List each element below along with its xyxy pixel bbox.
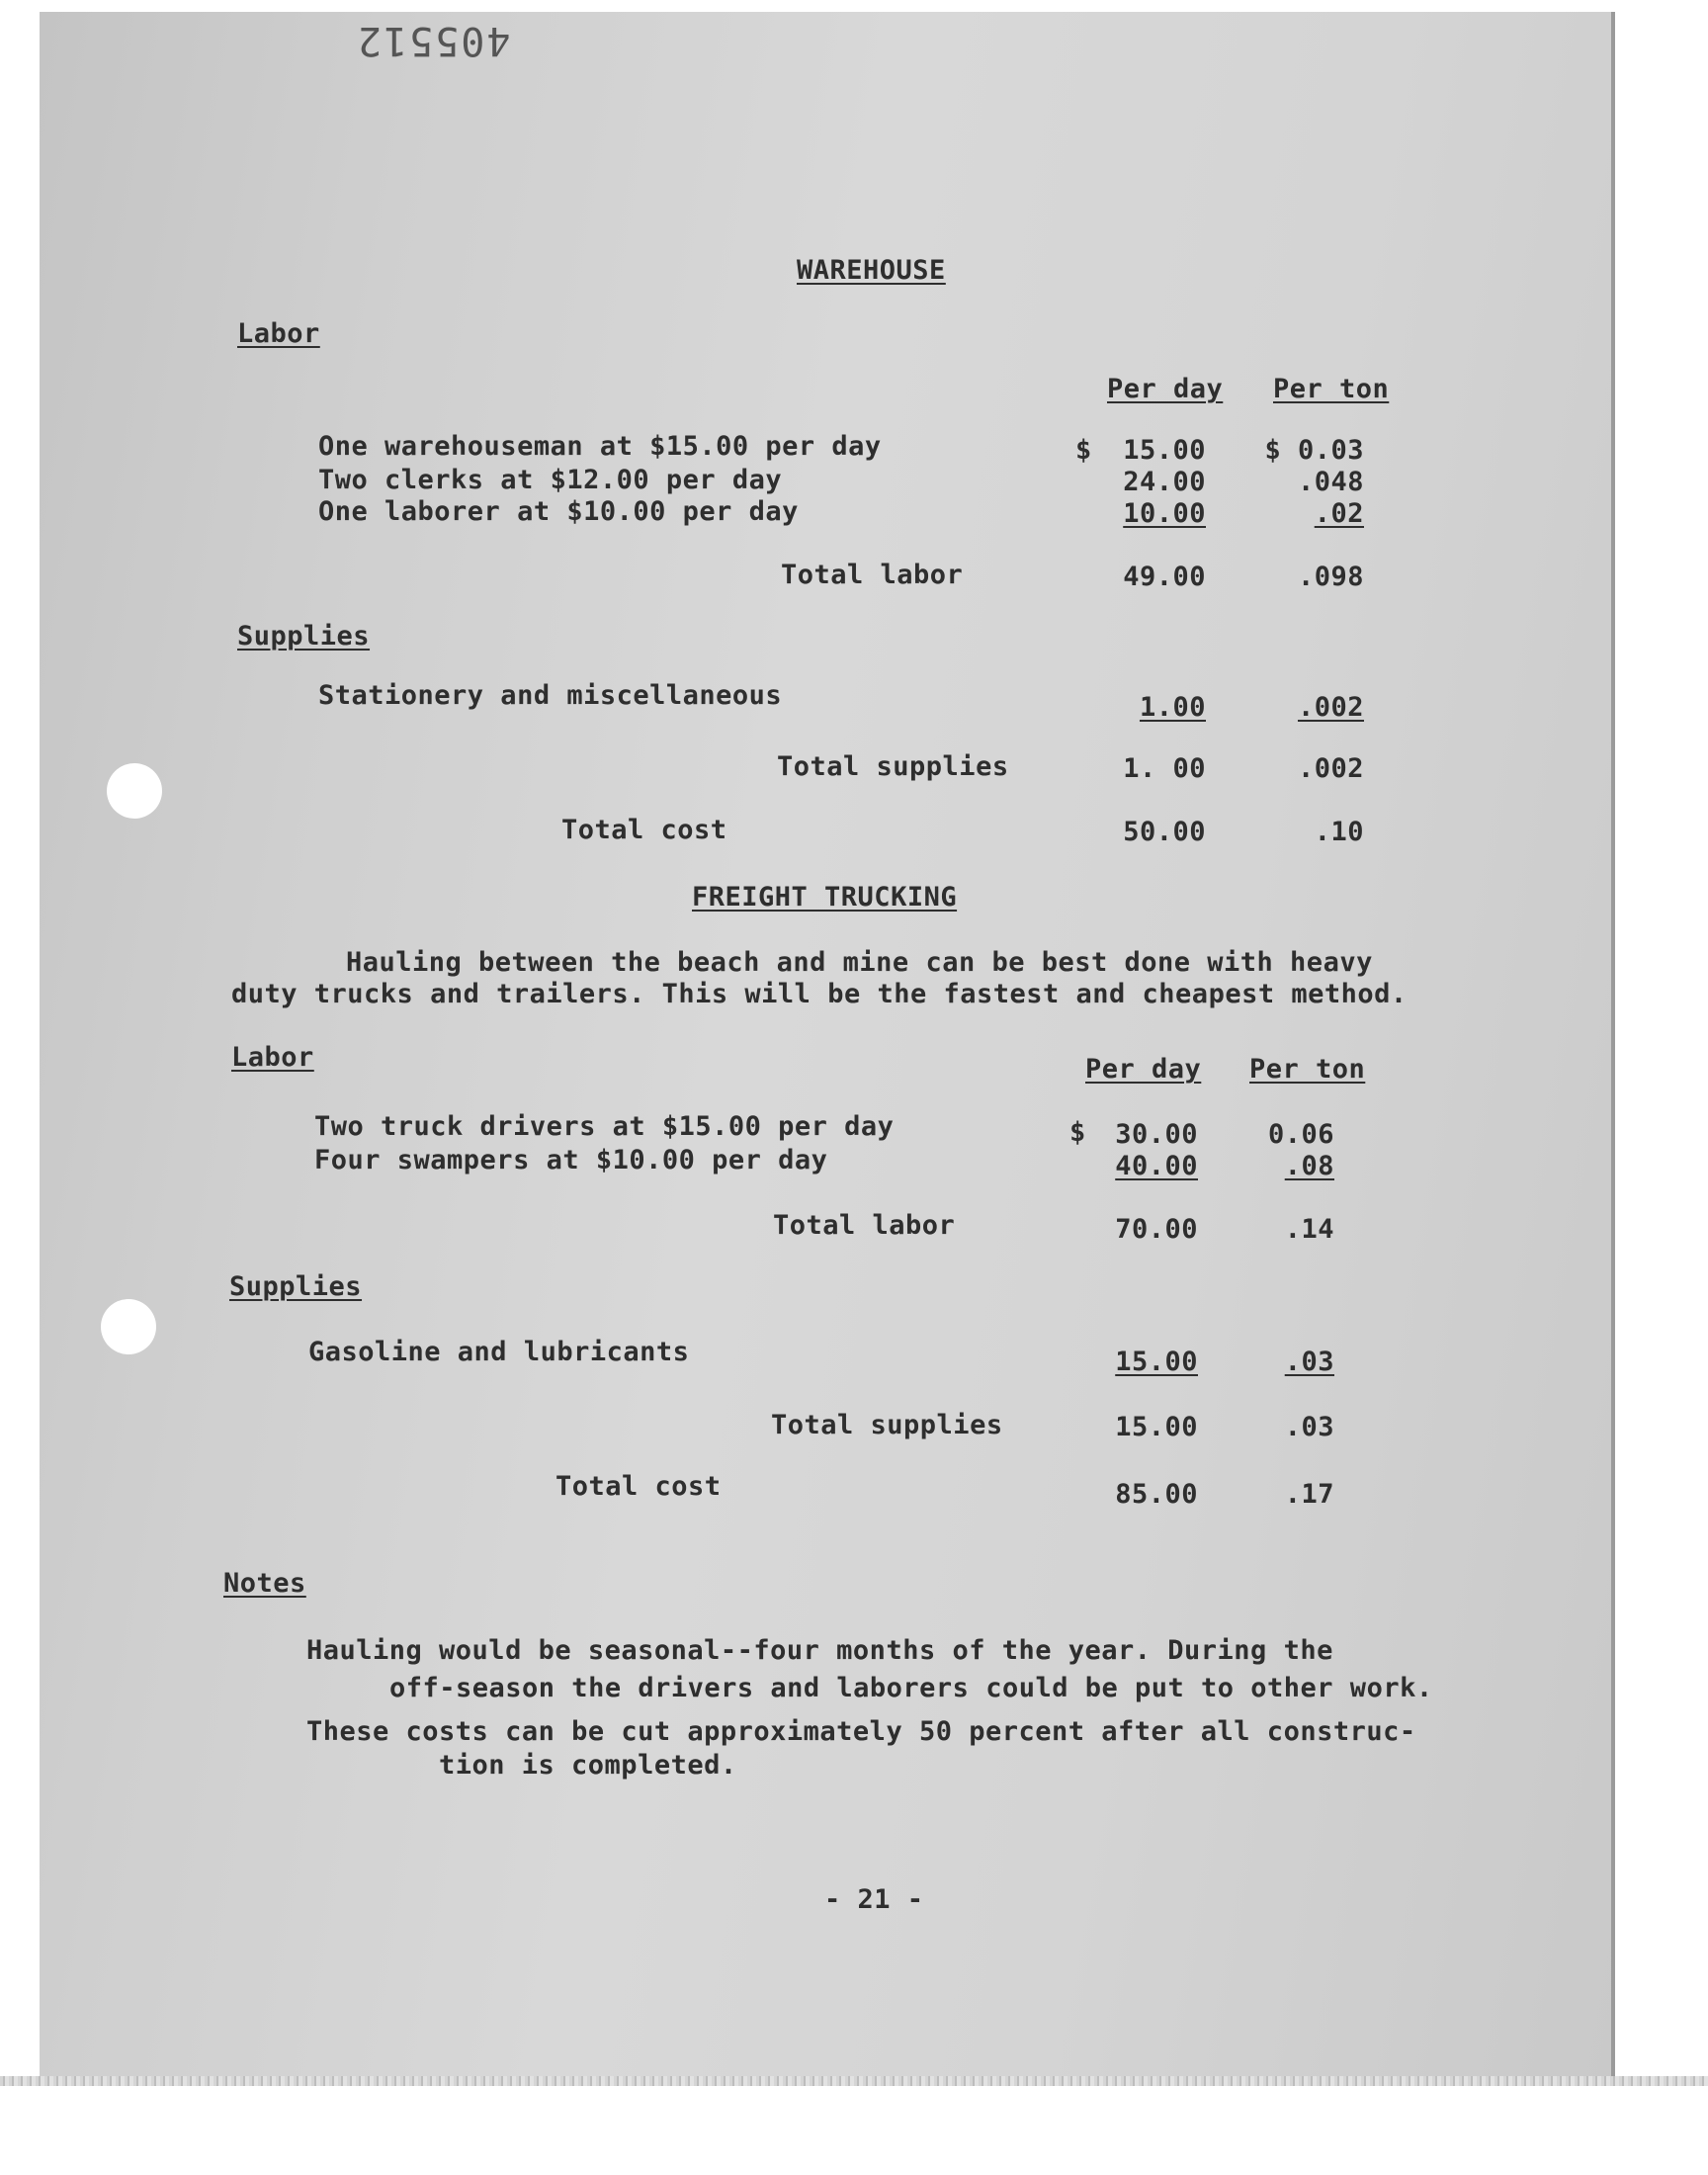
warehouse-total-supplies-label: Total supplies: [777, 751, 1009, 782]
warehouse-total-cost-label: Total cost: [561, 815, 727, 845]
note-2-line-2: tion is completed.: [439, 1750, 737, 1781]
freight-total-labor-per-day: 70.00: [1115, 1214, 1198, 1245]
freight-total-supplies-label: Total supplies: [771, 1410, 1003, 1440]
freight-title: FREIGHT TRUCKING: [692, 882, 958, 913]
warehouse-supplies-item-per-day: 1.00: [1139, 692, 1206, 723]
freight-labor-item-1-prefix: $: [1069, 1117, 1086, 1148]
warehouse-labor-item-1: One warehouseman at $15.00 per day: [318, 431, 882, 462]
scan-edge: [0, 2076, 1708, 2086]
freight-total-labor-label: Total labor: [773, 1210, 956, 1241]
warehouse-supplies-item: Stationery and miscellaneous: [318, 680, 783, 711]
warehouse-total-labor-per-ton: .098: [1297, 562, 1364, 592]
freight-intro-line-1: Hauling between the beach and mine can be best done with heavy: [346, 947, 1373, 978]
freight-labor-item-2: Four swampers at $10.00 per day: [314, 1145, 828, 1175]
warehouse-total-supplies-per-day: 1. 00: [1123, 753, 1206, 784]
warehouse-labor-item-1-per-ton: $ 0.03: [1264, 435, 1364, 466]
freight-labor-item-2-per-day: 40.00: [1115, 1151, 1198, 1181]
warehouse-labor-item-3-per-day: 10.00: [1123, 498, 1206, 529]
warehouse-total-labor-label: Total labor: [781, 560, 964, 590]
note-2-line-1: These costs can be cut approximately 50 percent after all construc-: [306, 1716, 1416, 1747]
freight-supplies-heading: Supplies: [229, 1271, 363, 1302]
warehouse-labor-item-3: One laborer at $10.00 per day: [318, 496, 799, 527]
warehouse-col-per-day: Per day: [1107, 374, 1224, 404]
warehouse-labor-item-2-per-ton: .048: [1297, 467, 1364, 497]
warehouse-total-cost-per-day: 50.00: [1123, 817, 1206, 847]
stamp-number: 405512: [356, 18, 511, 63]
freight-total-supplies-per-day: 15.00: [1115, 1412, 1198, 1442]
freight-total-cost-per-day: 85.00: [1115, 1479, 1198, 1510]
page-number: - 21 -: [824, 1884, 924, 1915]
warehouse-labor-item-3-per-ton: .02: [1314, 498, 1364, 529]
freight-labor-item-1-per-ton: 0.06: [1267, 1119, 1334, 1150]
warehouse-supplies-heading: Supplies: [237, 621, 371, 652]
freight-supplies-item: Gasoline and lubricants: [308, 1337, 690, 1367]
warehouse-total-labor-per-day: 49.00: [1123, 562, 1206, 592]
freight-total-cost-label: Total cost: [555, 1471, 722, 1502]
punch-hole-top: [107, 763, 162, 819]
freight-total-cost-per-ton: .17: [1284, 1479, 1334, 1510]
warehouse-labor-item-2: Two clerks at $12.00 per day: [318, 465, 783, 495]
warehouse-labor-heading: Labor: [237, 318, 320, 349]
freight-supplies-item-per-day: 15.00: [1115, 1347, 1198, 1377]
freight-labor-item-2-per-ton: .08: [1284, 1151, 1334, 1181]
freight-col-per-day: Per day: [1085, 1054, 1202, 1085]
warehouse-labor-item-1-per-day: 15.00: [1123, 435, 1206, 466]
freight-total-supplies-per-ton: .03: [1284, 1412, 1334, 1442]
freight-col-per-ton: Per ton: [1249, 1054, 1366, 1085]
warehouse-col-per-ton: Per ton: [1273, 374, 1390, 404]
warehouse-labor-item-1-prefix: $: [1075, 435, 1092, 466]
warehouse-supplies-item-per-ton: .002: [1297, 692, 1364, 723]
freight-supplies-item-per-ton: .03: [1284, 1347, 1334, 1377]
punch-hole-bottom: [101, 1299, 156, 1354]
notes-heading: Notes: [223, 1568, 306, 1599]
warehouse-labor-item-2-per-day: 24.00: [1123, 467, 1206, 497]
freight-total-labor-per-ton: .14: [1284, 1214, 1334, 1245]
freight-labor-heading: Labor: [231, 1042, 314, 1073]
note-1-line-1: Hauling would be seasonal--four months of the year. During the: [306, 1635, 1333, 1666]
warehouse-total-supplies-per-ton: .002: [1297, 753, 1364, 784]
note-1-line-2: off-season the drivers and laborers could be put to other work.: [389, 1673, 1433, 1703]
freight-labor-item-1-per-day: 30.00: [1115, 1119, 1198, 1150]
freight-intro-line-2: duty trucks and trailers. This will be the fastest and cheapest method.: [231, 979, 1408, 1009]
warehouse-total-cost-per-ton: .10: [1314, 817, 1364, 847]
freight-labor-item-1: Two truck drivers at $15.00 per day: [314, 1111, 895, 1142]
warehouse-title: WAREHOUSE: [797, 255, 946, 286]
